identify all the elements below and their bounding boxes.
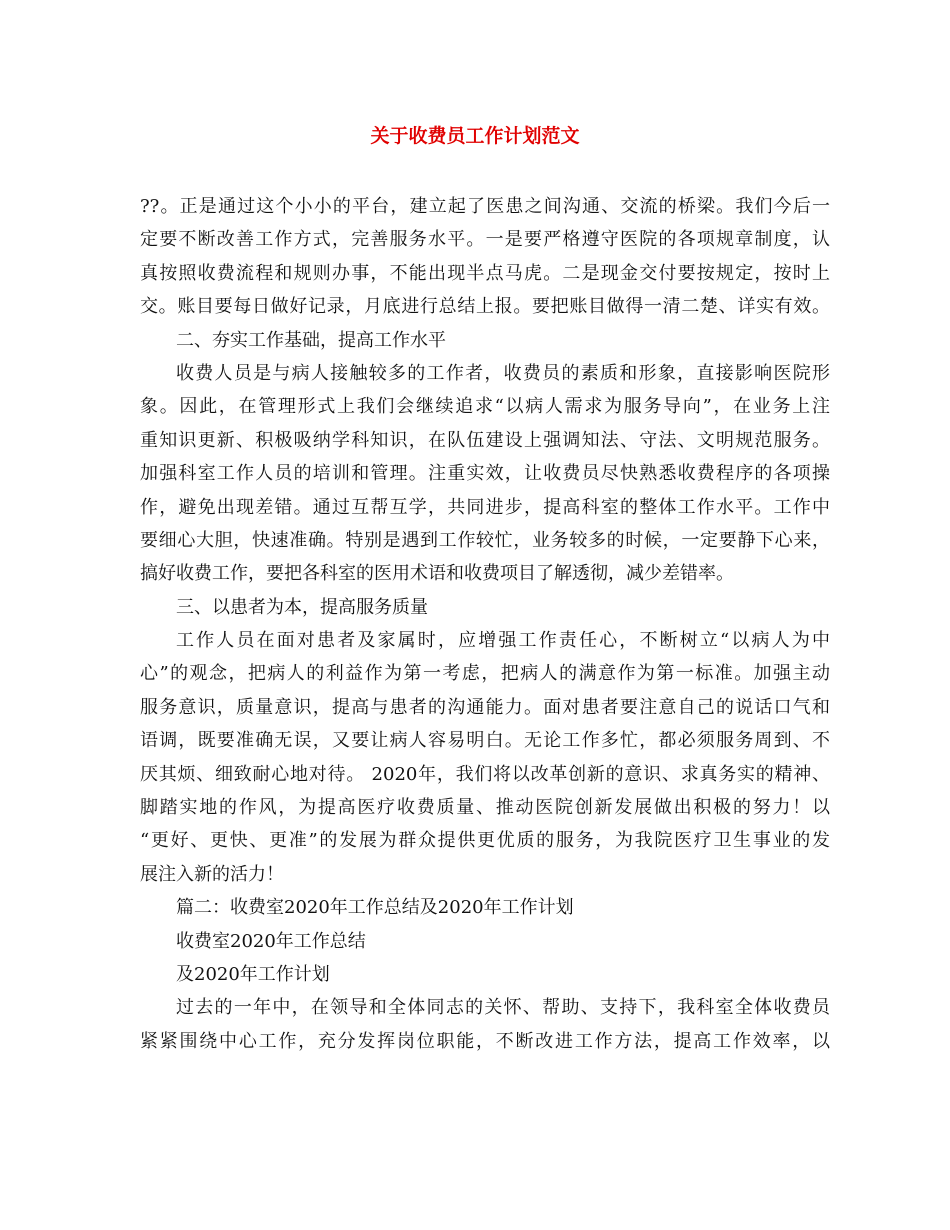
text-line: 象。因此，在管理形式上我们会继续追求“以病人需求为服务导向”，在业务上注 [140, 396, 830, 418]
text-line: 三、以患者为本，提高服务质量 [176, 596, 428, 618]
document-body [140, 190, 830, 1058]
text-line: “更好、更快、更准”的发展为群众提供更优质的服务，为我院医疗卫生事业的发 [140, 830, 830, 852]
text-line: 加强科室工作人员的培训和管理。注重实效，让收费员尽快熟悉收费程序的各项操 [140, 463, 830, 485]
text-line: 篇二：收费室2020年工作总结及2020年工作计划 [176, 897, 574, 919]
text-line: 及2020年工作计划 [176, 963, 330, 985]
text-line: 二、夯实工作基础，提高工作水平 [176, 329, 446, 351]
text-line: 重知识更新、积极吸纳学科知识，在队伍建设上强调知法、守法、文明规范服务。 [140, 429, 830, 451]
text-line: 收费人员是与病人接触较多的工作者，收费员的素质和形象，直接影响医院形 [176, 362, 830, 384]
text-line: 收费室2020年工作总结 [176, 930, 366, 952]
text-line: 作，避免出现差错。通过互帮互学，共同进步，提高科室的整体工作水平。工作中 [140, 496, 830, 518]
text-line: ??。正是通过这个小小的平台，建立起了医患之间沟通、交流的桥梁。我们今后一 [140, 196, 830, 217]
text-line: 要细心大胆，快速准确。特别是遇到工作较忙，业务较多的时候，一定要静下心来， [140, 529, 830, 551]
text-line: 心”的观念，把病人的利益作为第一考虑，把病人的满意作为第一标准。加强主动 [140, 663, 830, 685]
text-line: 搞好收费工作，要把各科室的医用术语和收费项目了解透彻，减少差错率。 [140, 563, 734, 585]
text-line: 过去的一年中，在领导和全体同志的关怀、帮助、支持下，我科室全体收费员 [176, 997, 830, 1019]
text-line: 展注入新的活力！ [140, 863, 284, 885]
text-line: 语调，既要准确无误，又要让病人容易明白。无论工作多忙，都必须服务周到、不 [140, 730, 830, 752]
text-line: 工作人员在面对患者及家属时，应增强工作责任心，不断树立“以病人为中 [176, 630, 830, 652]
document-title: 关于收费员工作计划范文 [370, 125, 580, 147]
text-line: 定要不断改善工作方式，完善服务水平。一是要严格遵守医院的各项规章制度，认 [140, 229, 830, 251]
text-line: 紧紧围绕中心工作，充分发挥岗位职能，不断改进工作方法，提高工作效率，以 [140, 1030, 830, 1052]
text-line: 真按照收费流程和规则办事，不能出现半点马虎。二是现金交付要按规定，按时上 [140, 262, 830, 284]
text-line: 脚踏实地的作风，为提高医疗收费质量、推动医院创新发展做出积极的努力！以 [140, 797, 830, 819]
text-line: 服务意识，质量意识，提高与患者的沟通能力。面对患者要注意自己的说话口气和 [140, 696, 830, 718]
text-line: 交。账目要每日做好记录，月底进行总结上报。要把账目做得一清二楚、详实有效。 [140, 296, 830, 318]
text-line: 厌其烦、细致耐心地对待。 2020年，我们将以改革创新的意识、求真务实的精神、 [140, 763, 830, 785]
